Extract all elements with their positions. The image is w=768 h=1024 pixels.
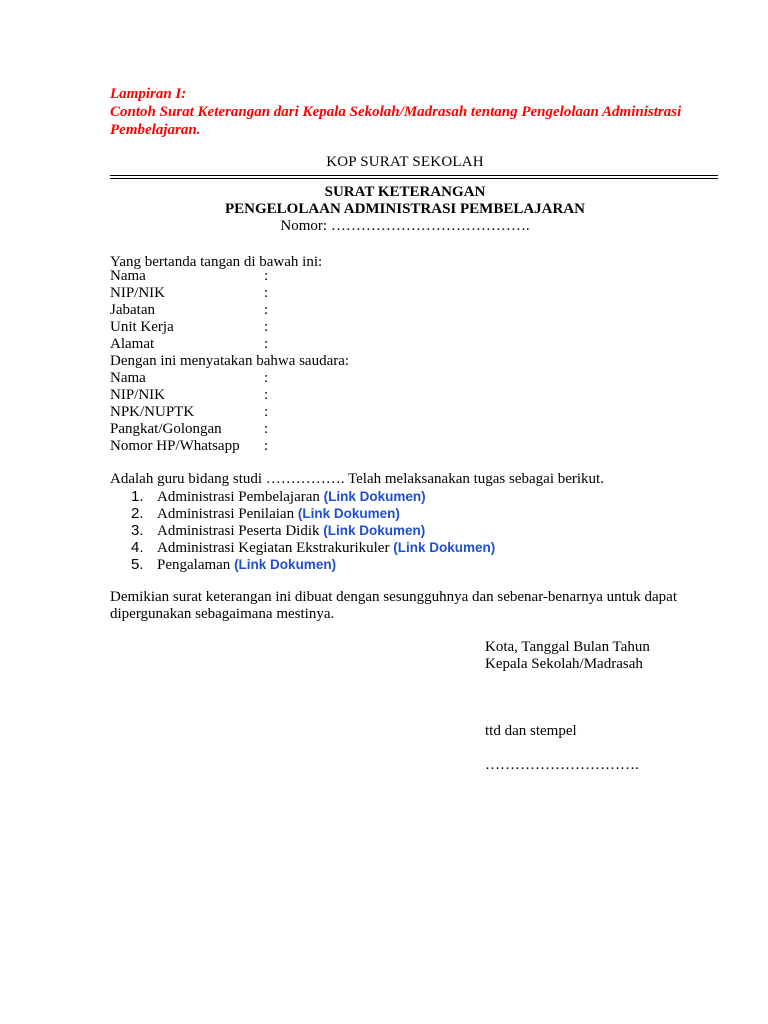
- task-number: 1.: [131, 488, 144, 505]
- task-item: [157, 522, 425, 540]
- signer-field-unit-kerja: Unit Kerja: [110, 319, 174, 335]
- signer-colon: :: [264, 285, 269, 301]
- signer-field-nip: NIP/NIK: [110, 285, 165, 301]
- subject-field-nama: Nama: [110, 370, 146, 386]
- task-label: Pengalaman: [157, 557, 235, 573]
- signer-colon: :: [264, 336, 269, 352]
- signature-ttd: ttd dan stempel: [485, 723, 577, 739]
- subject-colon: :: [264, 438, 269, 454]
- task-item: [157, 556, 336, 574]
- document-link[interactable]: (Link Dokumen): [297, 506, 400, 521]
- subject-colon: :: [264, 387, 269, 403]
- letter-subtitle: PENGELOLAAN ADMINISTRASI PEMBELAJARAN: [224, 201, 586, 217]
- lampiran-label: Lampiran I:: [110, 86, 187, 102]
- task-number: 5.: [131, 556, 144, 573]
- document-link[interactable]: (Link Dokumen): [323, 489, 426, 504]
- signer-intro: Yang bertanda tangan di bawah ini:: [110, 254, 323, 270]
- kop-surat: KOP SURAT SEKOLAH: [326, 154, 484, 170]
- task-item: [157, 539, 495, 557]
- task-item: [157, 488, 426, 506]
- document-link[interactable]: (Link Dokumen): [234, 557, 337, 572]
- signature-position: Kepala Sekolah/Madrasah: [485, 656, 643, 672]
- task-label: Administrasi Penilaian: [157, 506, 298, 522]
- signer-colon: :: [264, 268, 269, 284]
- task-number: 2.: [131, 505, 144, 522]
- closing-paragraph: Demikian surat keterangan ini dibuat dengan sesungguhnya dan sebenar-benarnya untuk dapat dipergunakan sebagaimana mestinya.: [110, 589, 678, 622]
- signer-field-jabatan: Jabatan: [110, 302, 155, 318]
- signature-name-line: ………………………….: [485, 757, 639, 773]
- document-link[interactable]: (Link Dokumen): [393, 540, 496, 555]
- subject-field-pangkat: Pangkat/Golongan: [110, 421, 222, 437]
- signature-place-date: Kota, Tanggal Bulan Tahun: [485, 639, 650, 655]
- subject-field-hp: Nomor HP/Whatsapp: [110, 438, 240, 454]
- signer-field-nama: Nama: [110, 268, 146, 284]
- subject-colon: :: [264, 421, 269, 437]
- task-item: [157, 505, 400, 523]
- kop-divider-thick: [110, 175, 718, 176]
- subject-field-npk: NPK/NUPTK: [110, 404, 195, 420]
- task-number: 3.: [131, 522, 144, 539]
- subject-field-nip: NIP/NIK: [110, 387, 165, 403]
- letter-number: Nomor: ………………………………….: [280, 218, 530, 234]
- subject-colon: :: [264, 370, 269, 386]
- lampiran-description: Contoh Surat Keterangan dari Kepala Sekolah/Madrasah tentang Pengelolaan Administrasi Pembelajaran.: [110, 104, 682, 138]
- task-number: 4.: [131, 539, 144, 556]
- signer-colon: :: [264, 302, 269, 318]
- subject-colon: :: [264, 404, 269, 420]
- task-label: Administrasi Kegiatan Ekstrakurikuler: [157, 540, 394, 556]
- task-label: Administrasi Pembelajaran: [157, 489, 324, 505]
- signer-colon: :: [264, 319, 269, 335]
- subject-intro: Dengan ini menyatakan bahwa saudara:: [110, 353, 350, 369]
- statement-text: Adalah guru bidang studi ……………. Telah melaksanakan tugas sebagai berikut.: [110, 471, 604, 487]
- kop-divider-thin: [110, 178, 718, 179]
- signer-field-alamat: Alamat: [110, 336, 155, 352]
- letter-title: SURAT KETERANGAN: [324, 184, 486, 200]
- task-label: Administrasi Peserta Didik: [157, 523, 324, 539]
- document-link[interactable]: (Link Dokumen): [323, 523, 426, 538]
